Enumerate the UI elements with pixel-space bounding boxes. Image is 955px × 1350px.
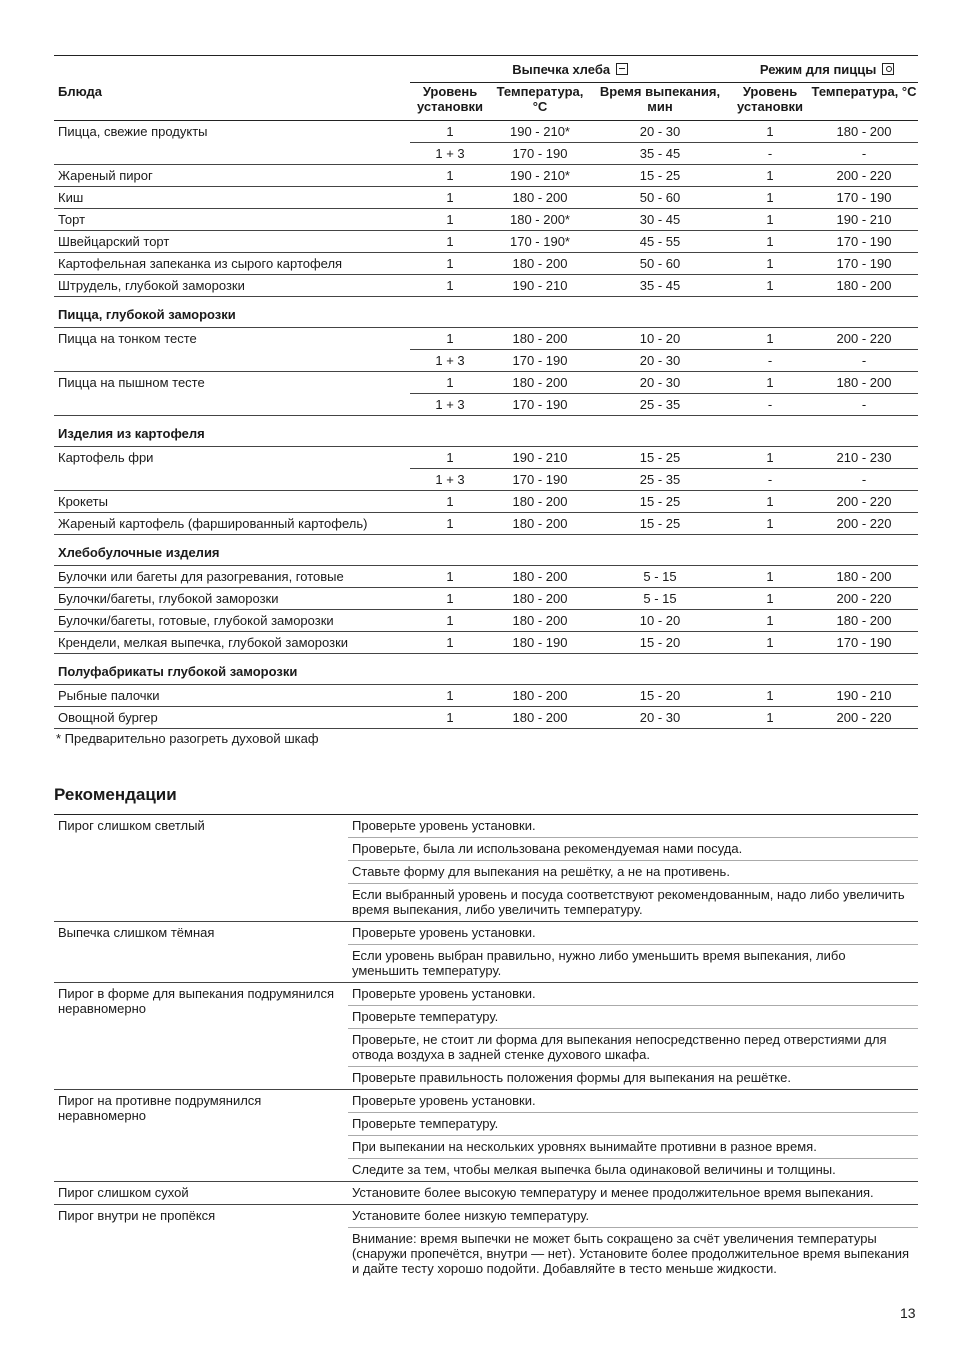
solution-text: Внимание: время выпечки не может быть сокращено за счёт увеличения температуры (снаружи пропечётся, внутри — нет). Установите более продолжительное время выпекания и дайте тесту хорошо подойти. Добавляйте в тесто меньше жидкости. [352,1231,910,1276]
cell-level: 1 + 3 [410,143,490,165]
solution-text: Проверьте, была ли использована рекомендуемая нами посуда. [348,838,918,861]
solution-text: Если выбранный уровень и посуда соответствуют рекомендованным, надо либо увеличить время выпекания, либо увеличить температуру. [352,887,905,917]
col-level: Уровень установки [410,83,490,121]
problem-text: Пирог в форме для выпекания подрумянился неравномерно [54,983,348,1090]
table-row [54,275,918,297]
cell-name: Швейцарский торт [54,231,410,253]
solution-text: Проверьте уровень установки. [348,983,918,1006]
cell-name: Пицца, свежие продукты [58,124,208,139]
table-row [54,447,918,469]
solution-text: Проверьте правильность положения формы для выпекания на решётке. [352,1070,791,1085]
cell-temp: 170 - 190* [490,231,590,253]
cell-level2: 1 [766,124,774,139]
table-row [54,209,918,231]
solution-text: При выпекании на нескольких уровнях вынимайте противни в разное время. [348,1136,918,1159]
cell-level2: 1 [730,632,810,654]
table-row [54,394,918,416]
cell-level: 1 [410,491,490,513]
table-row [54,231,918,253]
cell-level: 1 + 3 [410,469,490,491]
cell-level: 1 [446,124,454,139]
cell-name: Жареный картофель (фаршированный картофель) [54,513,410,535]
solutions-cell [348,1205,918,1281]
cell-level2: 1 [730,566,810,588]
footnote: * Предварительно разогреть духовой шкаф [56,731,319,746]
table-row [54,253,918,275]
cell-level: 1 [410,566,490,588]
cell-temp: 170 - 190 [490,394,590,416]
cell-level2: - [730,143,810,165]
cell-level: 1 [410,209,490,231]
cell-temp2: - [810,469,918,491]
solution-text: Если уровень выбран правильно, нужно либо уменьшить время выпекания, либо уменьшить температуру. [352,948,846,978]
cell-temp2: 170 - 190 [810,231,918,253]
cell-time: 25 - 35 [590,394,730,416]
cell-temp2: 200 - 220 [810,513,918,535]
cell-time: 20 - 30 [639,375,681,390]
cell-temp: 180 - 200 [490,566,590,588]
cell-name: Киш [54,187,410,209]
cell-time: 30 - 45 [590,209,730,231]
solution-text: Проверьте температуру. [348,1006,918,1029]
cell-time: 15 - 25 [590,491,730,513]
cell-level2: 1 [766,331,774,346]
solution-text: Проверьте уровень установки. [348,922,918,945]
cell-name: Пицца на тонком тесте [58,331,197,346]
cell-temp: 180 - 200 [490,253,590,275]
cell-temp: 180 - 200 [490,588,590,610]
cell-level: 1 + 3 [410,350,490,372]
cell-name: Жареный пирог [54,165,410,187]
cell-time: 35 - 45 [590,143,730,165]
cell-level2: 1 [730,610,810,632]
recommendation-row [54,1090,918,1182]
cell-level: 1 [446,450,454,465]
cell-temp2: 180 - 200 [836,124,892,139]
problem-text: Пирог слишком светлый [54,815,348,922]
solution-text: Проверьте температуру. [348,1113,918,1136]
cell-temp: 180 - 200 [512,331,568,346]
cell-temp: 180 - 200 [490,610,590,632]
cell-temp2: 180 - 200 [810,566,918,588]
cell-temp: 190 - 210* [510,124,570,139]
cell-name: Картофельная запеканка из сырого картофеля [54,253,410,275]
table-row [54,469,918,491]
cell-level: 1 [410,610,490,632]
group-header-pizza: Режим для пиццы [730,56,918,83]
cell-level2: 1 [766,450,774,465]
recommendation-row [54,1205,918,1281]
cell-name [54,394,410,416]
cell-level: 1 [410,513,490,535]
cell-temp2: 200 - 220 [810,707,918,729]
cell-level: 1 [410,253,490,275]
cell-level: 1 [410,685,490,707]
cell-level2: - [730,394,810,416]
section-header-row [54,535,918,566]
cell-temp: 180 - 190 [490,632,590,654]
recommendation-row [54,983,918,1090]
recommendation-row [54,922,918,983]
cell-level2: 1 [730,588,810,610]
recommendation-row [54,1182,918,1205]
problem-text: Пирог внутри не пропёкся [58,1208,216,1223]
cell-level2: 1 [730,187,810,209]
cell-temp2: 180 - 200 [810,275,918,297]
cell-time: 50 - 60 [590,187,730,209]
cell-temp2: 200 - 220 [810,588,918,610]
cell-temp2: 200 - 220 [810,165,918,187]
table-row [54,566,918,588]
table-row [54,491,918,513]
cell-time: 15 - 20 [590,632,730,654]
solution-text: Проверьте уровень установки. [348,815,918,838]
cell-temp2: 180 - 200 [836,375,892,390]
cell-time: 15 - 25 [590,165,730,187]
table-row [54,610,918,632]
problem-text: Пирог на противне подрумянился неравномерно [54,1090,348,1182]
cell-temp: 190 - 210* [490,165,590,187]
section-header-row [54,654,918,685]
cell-name: Крокеты [54,491,410,513]
cell-name [54,469,410,491]
cell-temp: 180 - 200 [490,187,590,209]
header-spacer [54,56,410,83]
cell-temp: 170 - 190 [490,350,590,372]
cell-time: 15 - 20 [590,685,730,707]
cell-level: 1 [410,231,490,253]
cell-time: 15 - 25 [639,450,681,465]
recommendations-body [54,815,918,1281]
solution-text: Проверьте, не стоит ли форма для выпекания непосредственно перед отверстиями для отвода воздуха в задней стенке духового шкафа. [348,1029,918,1067]
cell-name: Рыбные палочки [54,685,410,707]
table-row [54,165,918,187]
cell-level: 1 [410,187,490,209]
section-title: Изделия из картофеля [54,416,918,447]
cell-name: Крендели, мелкая выпечка, глубокой заморозки [54,632,410,654]
table-row [54,685,918,707]
cell-name: Булочки/багеты, глубокой заморозки [54,588,410,610]
cell-name: Булочки или багеты для разогревания, готовые [54,566,410,588]
solutions-cell [348,1090,918,1182]
problem-text: Пирог слишком сухой [54,1182,348,1205]
solution-text: Проверьте уровень установки. [348,1090,918,1113]
table-row [54,187,918,209]
table-row [54,121,918,143]
table-row [54,707,918,729]
cell-temp2: 180 - 200 [810,610,918,632]
cell-name [54,143,410,165]
pizza-mode-icon [882,63,894,75]
cell-level2: 1 [730,685,810,707]
col-dish: Блюда [54,83,410,121]
cell-time: 10 - 20 [639,331,681,346]
cell-level: 1 [410,632,490,654]
cell-temp2: 200 - 220 [836,331,892,346]
cell-level: 1 [410,707,490,729]
cell-time: 10 - 20 [590,610,730,632]
cell-temp2: 170 - 190 [810,253,918,275]
cell-level2: 1 [730,275,810,297]
table-row [54,143,918,165]
cell-level: 1 [410,588,490,610]
cell-temp: 180 - 200 [490,491,590,513]
cell-time: 5 - 15 [590,588,730,610]
col-temp-pizza: Температура, °C [810,83,918,121]
cell-temp: 170 - 190 [490,469,590,491]
cell-name: Булочки/багеты, готовые, глубокой заморозки [54,610,410,632]
cell-level2: 1 [730,209,810,231]
table-row [54,328,918,350]
cell-level: 1 + 3 [410,394,490,416]
section-title: Хлебобулочные изделия [54,535,918,566]
section-header-row [54,416,918,447]
cell-time: 20 - 30 [639,124,681,139]
cell-level2: 1 [730,513,810,535]
cell-name: Штрудель, глубокой заморозки [54,275,410,297]
cell-temp2: 210 - 230 [836,450,892,465]
cell-level: 1 [446,331,454,346]
group-header-bread: Выпечка хлеба [410,56,730,83]
cell-temp2: 170 - 190 [810,187,918,209]
recommendations-table [54,814,918,1280]
cell-level: 1 [410,275,490,297]
cell-temp2: - [810,143,918,165]
cell-temp: 170 - 190 [490,143,590,165]
cell-level2: 1 [730,491,810,513]
bread-mode-icon [616,63,628,75]
cell-time: 20 - 30 [590,707,730,729]
cell-time: 50 - 60 [590,253,730,275]
cell-temp: 190 - 210 [512,450,568,465]
section-title: Полуфабрикаты глубокой заморозки [54,654,918,685]
problem-text: Выпечка слишком тёмная [54,922,348,983]
cell-time: 15 - 25 [590,513,730,535]
cell-temp: 180 - 200 [490,707,590,729]
cell-time: 35 - 45 [590,275,730,297]
cell-temp: 180 - 200* [490,209,590,231]
table-body [54,121,918,729]
solutions-cell [348,983,918,1090]
cell-level2: 1 [730,231,810,253]
solution-text: Ставьте форму для выпекания на решётку, а не на противень. [348,861,918,884]
table-row [54,513,918,535]
section-title: Пицца, глубокой заморозки [54,297,918,328]
cell-temp: 180 - 200 [512,375,568,390]
baking-table [54,55,918,729]
cell-temp2: - [810,350,918,372]
cell-temp2: 190 - 210 [810,685,918,707]
cell-temp2: 190 - 210 [810,209,918,231]
solutions-cell [348,1182,918,1205]
solution-text: Установите более низкую температуру. [348,1205,918,1228]
cell-level2: - [730,350,810,372]
cell-temp2: 170 - 190 [810,632,918,654]
solution-text: Установите более высокую температуру и менее продолжительное время выпекания. [352,1185,874,1200]
cell-level: 1 [446,375,454,390]
cell-level2: 1 [730,253,810,275]
cell-name: Овощной бургер [54,707,410,729]
cell-level2: 1 [730,165,810,187]
table-row [54,632,918,654]
cell-temp: 180 - 200 [490,513,590,535]
table-row [54,350,918,372]
cell-level2: - [730,469,810,491]
cell-level2: 1 [766,375,774,390]
cell-time: 45 - 55 [590,231,730,253]
col-time: Время выпекания, мин [590,83,730,121]
cell-time: 25 - 35 [590,469,730,491]
col-level-pizza: Уровень установки [730,83,810,121]
cell-level2: 1 [730,707,810,729]
cell-temp2: 200 - 220 [810,491,918,513]
page-content [54,55,918,1280]
cell-name: Пицца на пышном тесте [58,375,205,390]
table-row [54,372,918,394]
cell-temp2: - [810,394,918,416]
page-number: 13 [900,1305,916,1321]
cell-name [54,350,410,372]
section-header-row [54,297,918,328]
solutions-cell [348,922,918,983]
cell-time: 20 - 30 [590,350,730,372]
cell-temp: 180 - 200 [490,685,590,707]
recommendations-title: Рекомендации [54,785,177,804]
solutions-cell [348,815,918,922]
recommendation-row [54,815,918,922]
cell-name: Картофель фри [58,450,154,465]
cell-name: Торт [54,209,410,231]
solution-text: Следите за тем, чтобы мелкая выпечка была одинаковой величины и толщины. [352,1162,836,1177]
cell-time: 5 - 15 [590,566,730,588]
cell-temp: 190 - 210 [490,275,590,297]
table-row [54,588,918,610]
col-temp: Температура, °C [490,83,590,121]
cell-level: 1 [410,165,490,187]
